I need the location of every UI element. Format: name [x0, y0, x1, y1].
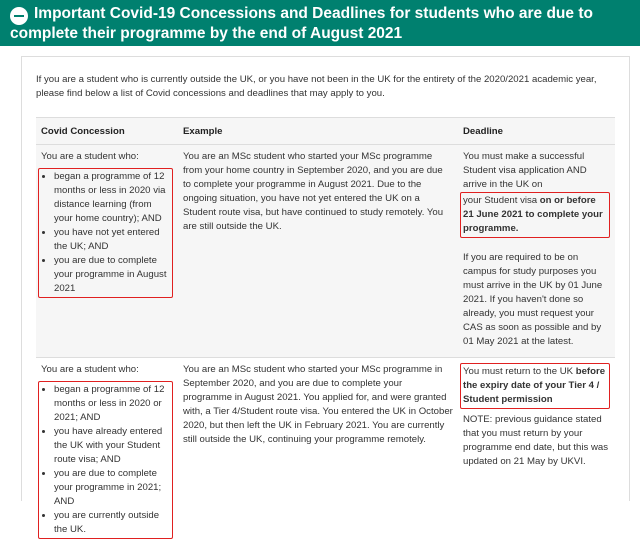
table-row [36, 358, 615, 547]
deadline-highlight-text: You must return to the UK [463, 366, 576, 377]
header-covid-concession: Covid Concession [36, 118, 178, 145]
example-text: You are an MSc student who started your MSc programme from your home country in September 2020, and you are due to complete your programme in August 2021. Due to the ongoing situation, you have not yet entered the UK on a Student route visa, but have continued to study remotely. You are still outside the UK. [183, 150, 453, 234]
title-line-1: Important Covid-19 Concessions and Deadlines for students who are due to [34, 5, 593, 22]
list-item: • began a programme of 12 months or less in 2020 or 2021; AND [54, 383, 170, 425]
concession-cell [36, 358, 178, 547]
concession-list [41, 383, 170, 537]
collapse-icon[interactable] [10, 7, 28, 25]
concession-lead: You are a student who: [41, 363, 173, 377]
deadline-highlight-text: your Student visa [463, 195, 540, 206]
section-header[interactable] [0, 0, 640, 46]
concession-cell [36, 145, 178, 358]
deadline-bold-text: before the expiry date of your Tier 4 / Student permission [463, 366, 605, 405]
example-cell [178, 145, 458, 358]
concession-lead: You are a student who: [41, 150, 173, 164]
concession-list [41, 170, 170, 296]
intro-text: If you are a student who is currently outside the UK, or you have not been in the UK for the entirety of the 2020/2021 academic year, please find below a list of Covid concessions and deadlines that may apply to you. [36, 73, 615, 101]
concession-highlight-box [38, 168, 173, 298]
deadline-highlight-box [460, 192, 610, 238]
list-item: • began a programme of 12 months or less in 2020 via distance learning (from your home country); AND [54, 170, 170, 226]
list-item: • you are due to complete your programme in August 2021 [54, 254, 170, 296]
section-title [10, 4, 630, 44]
deadline-text: You must make a successful Student visa application AND arrive in the UK on [463, 150, 610, 192]
example-text: You are an MSc student who started your MSc programme in September 2020, and you are due to complete your programme in August 2021. You applied for, and were granted with, a Tier 4/Student route visa. You entered the UK in October 2020, but then left the UK in February 2021. You are currently still outside the UK, continuing your programme remotely. [183, 363, 453, 447]
table-row [36, 145, 615, 358]
content-panel [21, 56, 630, 501]
list-item: • you have already entered the UK with your Student route visa; AND [54, 425, 170, 467]
deadline-extra-text: NOTE: previous guidance stated that you must return by your programme end date, but this was updated on 21 May by UKVI. [463, 413, 610, 469]
list-item: • you have not yet entered the UK; AND [54, 226, 170, 254]
table-header-row [36, 118, 615, 145]
example-cell [178, 358, 458, 547]
concessions-table [36, 117, 615, 547]
header-deadline: Deadline [458, 118, 615, 145]
deadline-highlight-box [460, 363, 610, 409]
deadline-cell [458, 358, 615, 547]
deadline-cell [458, 145, 615, 358]
deadline-bold-text: on or before 21 June 2021 to complete your programme. [463, 195, 603, 234]
deadline-extra-text: If you are required to be on campus for study purposes you must arrive in the UK by 01 June 2021. If you haven't done so already, you must request your CAS as soon as possible and by 01 May 2021 at the latest. [463, 251, 610, 349]
title-line-2: complete their programme by the end of August 2021 [10, 24, 630, 44]
list-item: • you are due to complete your programme in 2021; AND [54, 467, 170, 509]
concession-highlight-box [38, 381, 173, 539]
header-example: Example [178, 118, 458, 145]
list-item: • you are currently outside the UK. [54, 509, 170, 537]
